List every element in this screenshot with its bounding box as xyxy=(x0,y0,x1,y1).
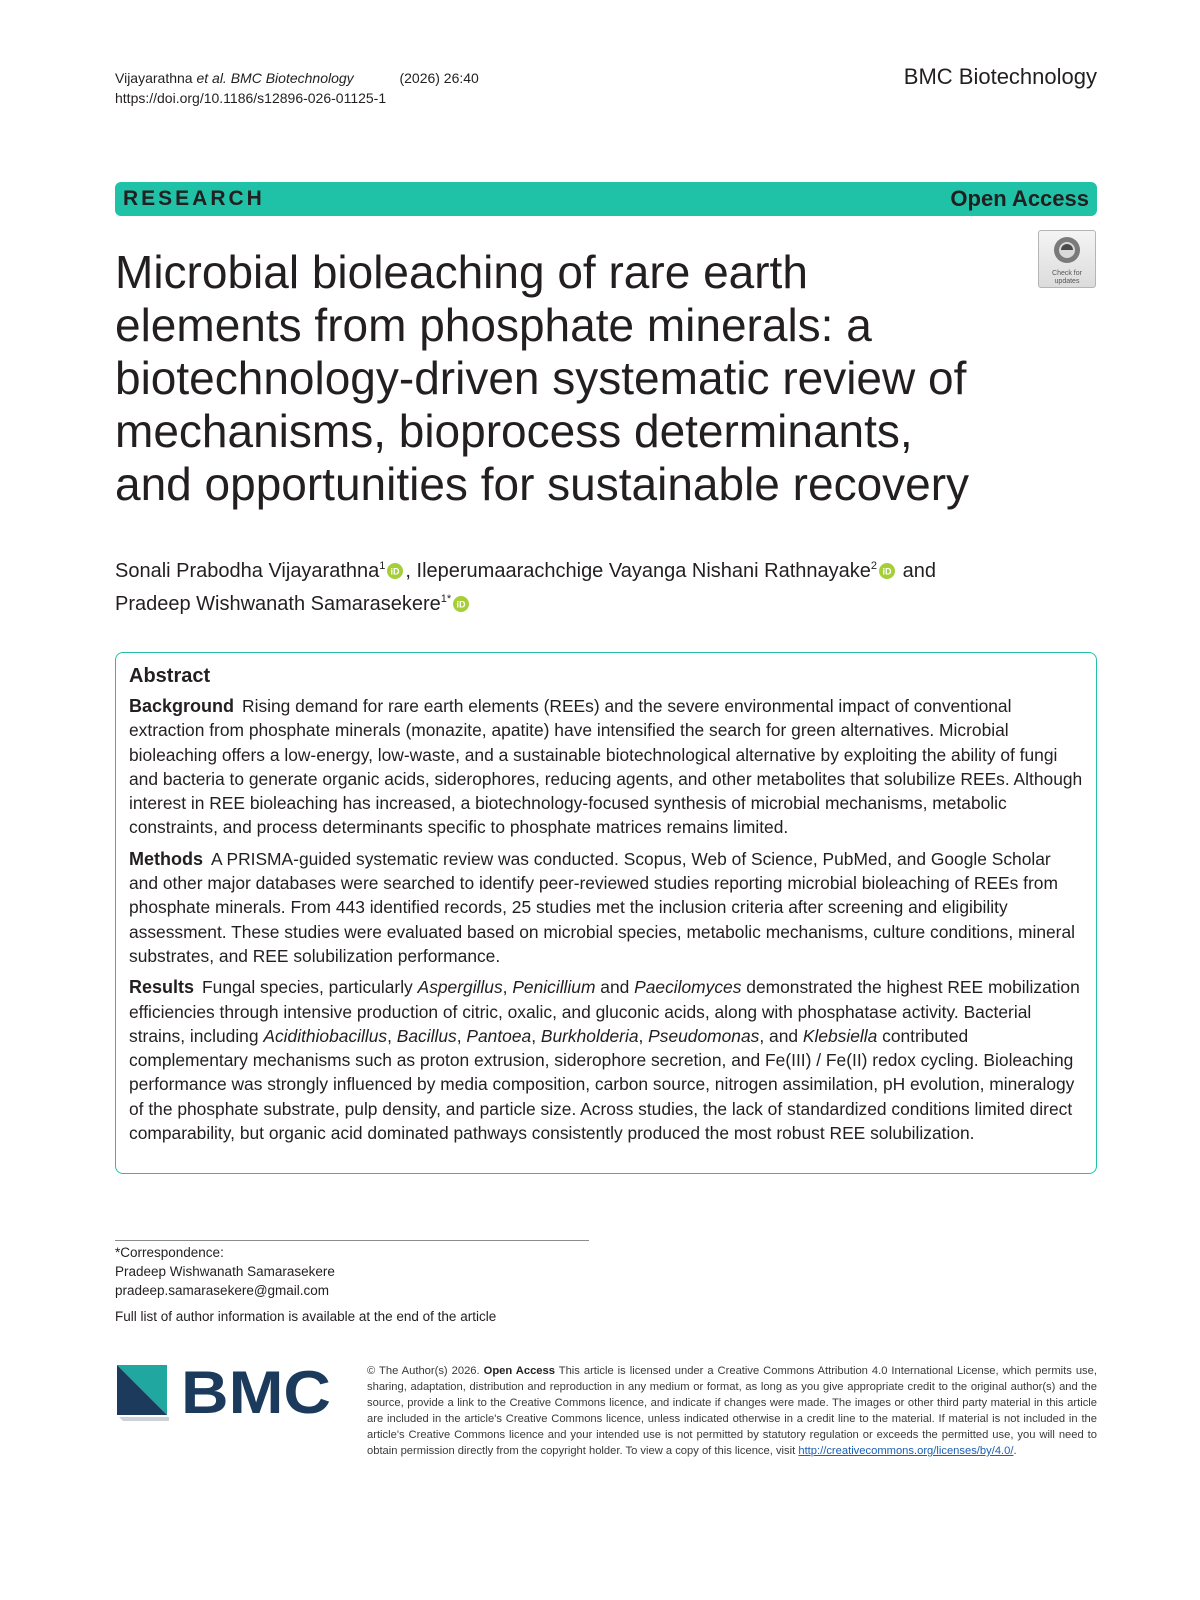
correspondence-label: *Correspondence: xyxy=(115,1245,224,1260)
author-2: Ileperumaarachchige Vayanga Nishani Rathnayake xyxy=(416,560,871,582)
author-info-note: Full list of author information is available at the end of the article xyxy=(115,1309,497,1324)
header-year-volume: (2026) 26:40 xyxy=(399,70,479,86)
abstract-heading: Abstract xyxy=(129,665,211,687)
results-text: , xyxy=(638,1025,649,1046)
orcid-icon[interactable] xyxy=(387,563,403,579)
open-access-label: Open Access xyxy=(950,186,1089,211)
svg-text:iD: iD xyxy=(390,566,400,577)
methods-label: Methods xyxy=(129,848,203,869)
background-text: Rising demand for rare earth elements (REEs) and the severe environmental impact of conventional extraction from phosphate minerals (monazite, apatite) have intensified the search for green alternatives. Microbial bioleaching offers a low-energy, low-waste, and a sustainable biotechnological alternative by exploiting the ability of fungi and bacteria to generate organic acids, siderophores, reducing agents, and other metabolites that solubilize REEs. Although interest in REE bioleaching has increased, a biotechnology-focused synthesis of microbial mechanisms, metabolic constraints, and process determinants specific to phosphate matrices remains limited. xyxy=(129,696,1083,838)
bmc-logo xyxy=(117,1365,335,1427)
results-text: contributed complementary mechanisms such as proton extrusion, siderophore secretion, and Fe(III) / Fe(II) redox cycling. Bioleaching performance was strongly influenced by media composition, carbon source, nitrogen assimilation, pH evolution, mineralogy of the phosphate substrate, pulp density, and particle size. Across studies, the lack of standardized conditions limited direct comparability, but organic acid dominated pathways consistently produced the most robust REE solubilization. xyxy=(129,1025,1075,1144)
article-type-label: RESEARCH xyxy=(123,187,265,210)
header-doi[interactable]: https://doi.org/10.1186/s12896-026-01125-1 xyxy=(115,90,387,106)
author-2-affiliation: 2 xyxy=(870,560,878,572)
results-label: Results xyxy=(129,977,195,998)
author-3: Pradeep Wishwanath Samarasekere xyxy=(115,593,441,615)
article-type-band xyxy=(115,182,1097,216)
bmc-logo-text: BMC xyxy=(181,1365,331,1426)
results-text: , xyxy=(531,1025,541,1046)
results-text: , xyxy=(456,1025,467,1046)
methods-text: A PRISMA-guided systematic review was conducted. Scopus, Web of Science, PubMed, and Google Scholar and other major databases were searched to identify peer-reviewed studies reporting microbial bioleaching of REEs from phosphate minerals. From 443 identified records, 25 studies met the inclusion criteria after screening and eligibility assessment. These studies were evaluated based on microbial species, metabolic mechanisms, culture conditions, mineral substrates, and REE solubilization performance. xyxy=(129,848,1075,966)
abstract-methods xyxy=(129,847,1083,968)
species-name: Klebsiella xyxy=(802,1025,878,1046)
species-name: Pantoea xyxy=(466,1025,532,1046)
author-3-affiliation: 1* xyxy=(440,593,452,605)
correspondence-name: Pradeep Wishwanath Samarasekere xyxy=(115,1264,335,1279)
license-open-access: Open Access xyxy=(483,1365,555,1377)
abstract-box xyxy=(115,652,1097,1174)
species-name: Penicillium xyxy=(512,977,596,998)
author-1: Sonali Prabodha Vijayarathna xyxy=(115,560,380,582)
check-for-updates-line2: updates xyxy=(1054,278,1080,285)
correspondence-email[interactable]: pradeep.samarasekere@gmail.com xyxy=(115,1283,330,1298)
orcid-icon[interactable] xyxy=(879,563,895,579)
abstract-background xyxy=(129,694,1083,840)
journal-name: BMC Biotechnology xyxy=(903,64,1097,89)
species-name: Burkholderia xyxy=(540,1025,639,1046)
results-text: and xyxy=(595,977,635,998)
header-author: Vijayarathna xyxy=(115,70,193,86)
author-separator-1: , xyxy=(405,560,417,582)
author-separator-2: and xyxy=(897,560,936,582)
header-journal: BMC Biotechnology xyxy=(230,70,354,86)
svg-text:iD: iD xyxy=(456,599,466,610)
check-for-updates-button[interactable] xyxy=(1038,230,1096,288)
author-list xyxy=(115,552,995,618)
species-name: Acidithiobacillus xyxy=(263,1025,388,1046)
license-link[interactable]: http://creativecommons.org/licenses/by/4.0/ xyxy=(798,1445,1014,1457)
results-text: demonstrated the highest REE mobilization efficiencies through intensive production of citric, oxalic, and gluconic acids, along with phosphatase activity. Bacterial strains, including xyxy=(129,977,1080,1046)
running-header xyxy=(115,68,479,108)
svg-text:iD: iD xyxy=(882,566,892,577)
license-body: This article is licensed under a Creative Commons Attribution 4.0 International License, which permits use, sharing, adaptation, distribution and reproduction in any medium or format, as long as you give appropriate credit to the original author(s) and the source, provide a link to the Creative Commons licence, and indicate if changes were made. The images or other third party material in this article are included in the article's Creative Commons licence, unless indicated otherwise in a credit line to the material. If material is not included in the article's Creative Commons licence and your intended use is not permitted by statutory regulation or exceeds the permitted use, you will need to obtain permission directly from the copyright holder. To view a copy of this licence, visit xyxy=(367,1365,1097,1457)
header-etal: et al. xyxy=(196,70,227,86)
abstract-results xyxy=(129,975,1083,1145)
species-name: Bacillus xyxy=(396,1025,457,1046)
correspondence xyxy=(115,1243,335,1300)
species-name: Paecilomyces xyxy=(634,977,742,998)
species-name: Pseudomonas xyxy=(648,1025,760,1046)
license-end: . xyxy=(1013,1445,1017,1457)
orcid-icon[interactable] xyxy=(453,596,469,612)
author-1-affiliation: 1 xyxy=(379,560,386,572)
article-title: Microbial bioleaching of rare earth elements from phosphate minerals: a biotechnology-driven systematic review of mechanisms, bioprocess determinants, and opportunities for sustainable recovery xyxy=(115,246,970,510)
check-for-updates-line1: Check for xyxy=(1052,270,1082,277)
license-text xyxy=(367,1363,1097,1459)
species-name: Aspergillus xyxy=(417,977,503,998)
results-text: , xyxy=(502,977,513,998)
license-copyright: © The Author(s) 2026. xyxy=(367,1365,480,1377)
check-for-updates-icon xyxy=(1052,235,1082,265)
results-text: , and xyxy=(759,1025,803,1046)
background-label: Background xyxy=(129,696,235,716)
results-text: , xyxy=(387,1025,397,1046)
results-text: Fungal species, particularly xyxy=(202,977,418,998)
footnote-divider xyxy=(115,1240,589,1241)
